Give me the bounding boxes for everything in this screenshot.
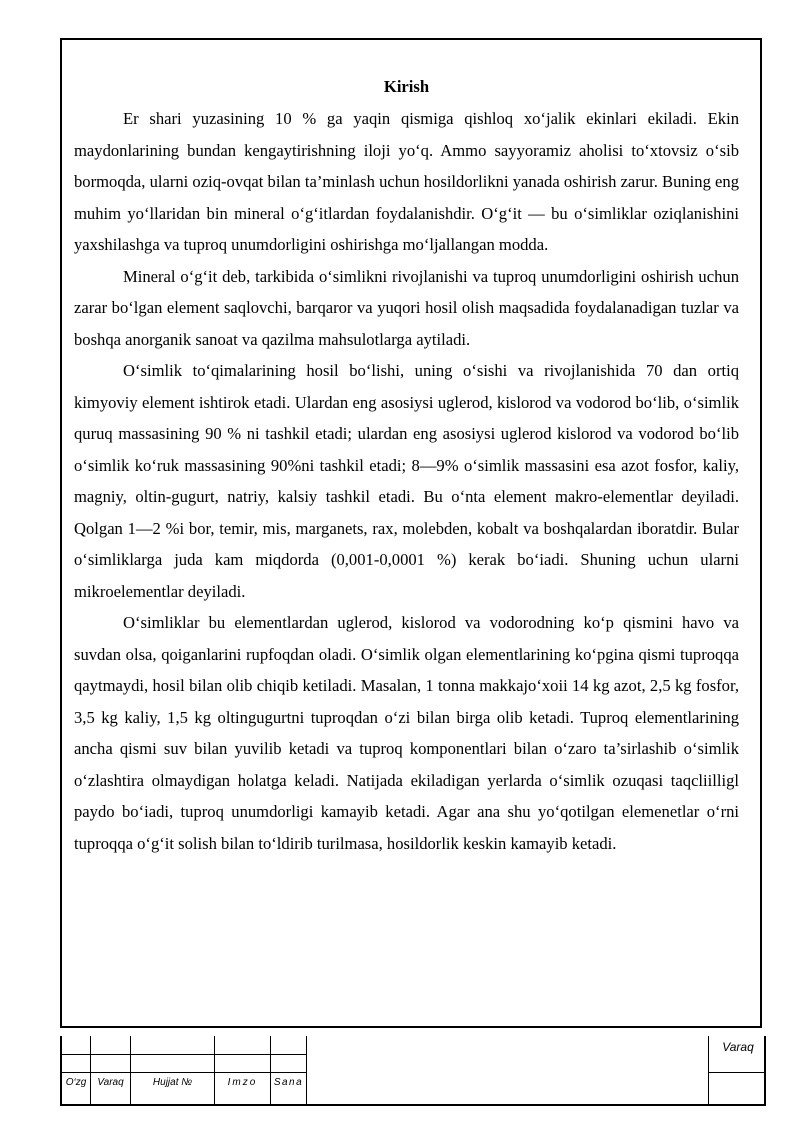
title-block-divider — [214, 1036, 215, 1106]
title-block-divider — [90, 1036, 91, 1106]
stamp-label-imzo: Imzo — [227, 1077, 258, 1088]
paragraph-2: Mineral o‘g‘it deb, tarkibida o‘simlikni rivojlanishi va tuproq unumdorligini oshirish uchun zarar bo‘lgan element saqlovchi, barqaror va yuqori hosil olish maqsadida foydalanadigan tuzlar va boshqa anorganik sanoat va qazilma mahsulotlarga aytiladi. — [74, 266, 739, 349]
title-block-divider — [306, 1036, 307, 1106]
title-block-row-line — [62, 1072, 306, 1073]
stamp-label-varaq: Varaq — [97, 1077, 124, 1088]
paragraph-4: O‘simliklar bu elementlardan uglerod, kislorod va vodorodning ko‘p qismini havo va suvdan olsa, qoiganlarini rupfoqdan oladi. O‘simlik olgan elementlarining ko‘pgina qismi tuproqqa qaytmaydi, hosil bilan olib chiqib ketiladi. Masalan, 1 tonna makkajo‘xoii 14 kg azot, 2,5 kg fosfor, 3,5 kg kaliy, 1,5 kg oltingugurtni tuproqdan o‘zi bilan birga olib ketadi. Tuproq elementlarining ancha qismi suv bilan yuvilib ketadi va tuproq komponentlari bilan o‘zaro ta’sirlashib o‘simlik o‘zlashtira olmaydigan holatga keladi. Natijada ekiladigan yerlarda o‘simlik ozuqasi taqcliilligl paydo bo‘iadi, tuproq unumdorligi kamayib ketadi. Agar ana shu yo‘qotilgan elemenetlar o‘rni tuproqqa o‘g‘it solish bilan to‘ldirib turilmasa, hosildorlik keskin kamayib ketadi. — [74, 613, 739, 853]
title-block — [60, 1036, 766, 1106]
page-frame — [60, 38, 762, 1028]
paragraph-1: Er shari yuzasining 10 % ga yaqin qismiga qishloq xo‘jalik ekinlari ekiladi. Ekin maydonlarining bundan kengaytirishning iloji yo‘q. Ammo sayyoramiz aholisi to‘xtovsiz o‘sib bormoqda, ularni oziq-ovqat bilan ta’minlash uchun hosildorlikni yanada oshirish zarur. Buning eng muhim yo‘llaridan bin mineral o‘g‘itlardan foydalanishdir. O‘g‘it — bu o‘simliklar oziqlanishini yaxshilashga va tuproq unumdorligini oshirishga mo‘ljallangan modda. — [74, 109, 739, 254]
paragraph-3: O‘simlik to‘qimalarining hosil bo‘lishi, uning o‘sishi va rivojlanishida 70 dan ortiq kimyoviy element ishtirok etadi. Ulardan eng asosiysi uglerod, kislorod va vodorod bo‘lib, o‘simlik quruq massasining 90 % ni tashkil etadi; ulardan eng asosiysi uglerod kislorod va vodorod bo‘lib o‘simlik ko‘ruk massasining 90%ni tashkil etadi; 8—9% o‘simlik massasini esa azot fosfor, kaliy, magniy, oltin-gugurt, natriy, kalsiy tashkil etadi. Bu o‘nta element makro-elementlar deyiladi. Qolgan 1—2 %i bor, temir, mis, marganets, rax, molebden, kobalt va boshqalardan iboratdir. Bular o‘simliklarga juda kam miqdorda (0,001-0,0001 %) kerak bo‘iadi. Shuning uchun ularni mikroelementlar deyiladi. — [74, 361, 739, 601]
title-block-row-line — [62, 1054, 306, 1055]
stamp-label-hujjat: Hujjat № — [152, 1077, 193, 1088]
document-heading: Kirish — [383, 77, 430, 96]
stamp-label-ozg: O‘zg — [65, 1077, 87, 1088]
document-body — [74, 76, 739, 859]
title-block-divider — [270, 1036, 271, 1106]
stamp-label-sana: Sana — [273, 1077, 304, 1088]
sheet-label: Varaq — [722, 1040, 754, 1054]
title-block-row-line — [708, 1072, 764, 1073]
title-block-divider — [130, 1036, 131, 1106]
